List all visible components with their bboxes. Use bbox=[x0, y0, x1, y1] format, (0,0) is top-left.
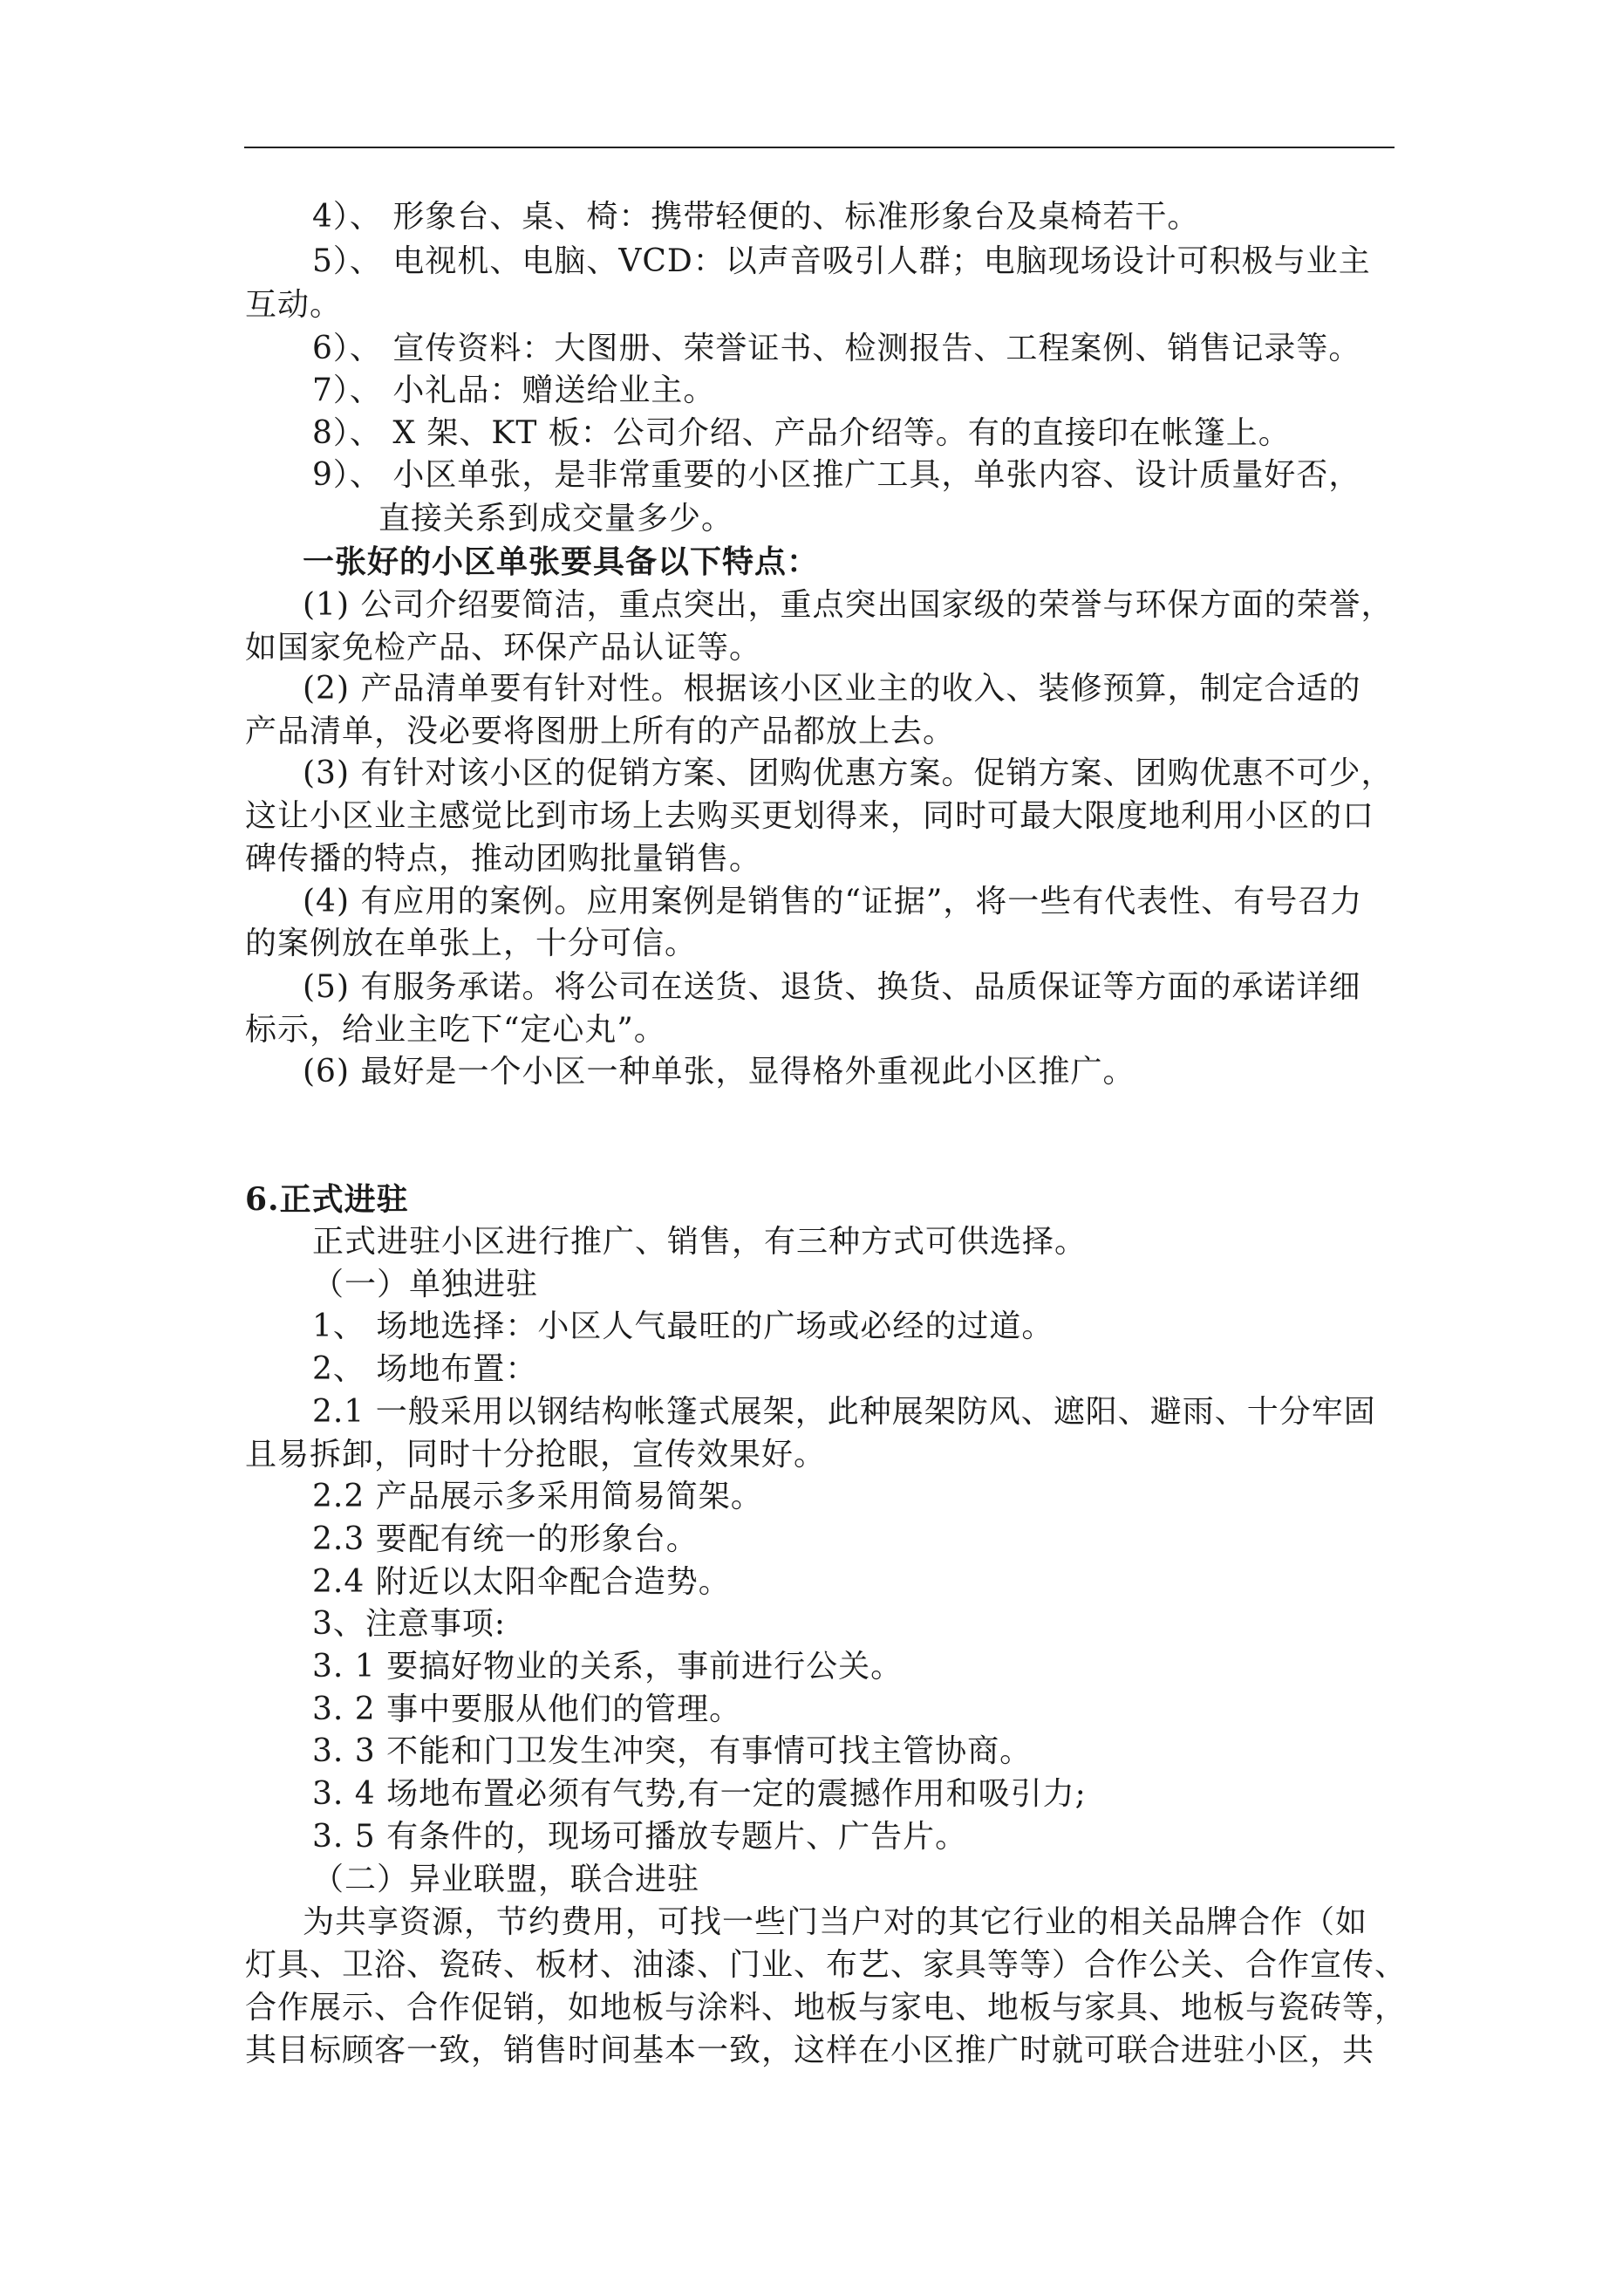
paragraph: 这让小区业主感觉比到市场上去购买更划得来，同时可最大限度地利用小区的口 bbox=[245, 798, 1375, 834]
paragraph: (4) 有应用的案例。应用案例是销售的“证据”，将一些有代表性、有号召力 bbox=[303, 884, 1363, 919]
list-item-5-continued: 互动。 bbox=[245, 287, 343, 323]
paragraph: 灯具、卫浴、瓷砖、板材、油漆、门业、布艺、家具等等）合作公关、合作宣传、 bbox=[245, 1947, 1408, 1983]
list-item-4: 4）、 形象台、桌、椅：携带轻便的、标准形象台及桌椅若干。 bbox=[312, 199, 1200, 235]
list-item: 3. 5 有条件的，现场可播放专题片、广告片。 bbox=[312, 1819, 968, 1855]
list-item-5: 5）、 电视机、电脑、VCD：以声音吸引人群；电脑现场设计可积极与业主 bbox=[312, 243, 1371, 279]
paragraph: 碑传播的特点，推动团购批量销售。 bbox=[245, 841, 762, 877]
list-item-6: 6）、 宣传资料：大图册、荣誉证书、检测报告、工程案例、销售记录等。 bbox=[312, 331, 1361, 366]
paragraph: 其目标顾客一致，销售时间基本一致，这样在小区推广时就可联合进驻小区，共 bbox=[245, 2033, 1375, 2068]
list-item: 3. 1 要搞好物业的关系，事前进行公关。 bbox=[312, 1649, 904, 1684]
subheading-leaflet-features: 一张好的小区单张要具备以下特点： bbox=[303, 543, 820, 580]
list-item-9-continued: 直接关系到成交量多少。 bbox=[378, 501, 734, 536]
list-item: 3. 3 不能和门卫发生冲突，有事情可找主管协商。 bbox=[312, 1733, 1033, 1769]
list-item-7: 7）、 小礼品：赠送给业主。 bbox=[312, 372, 716, 408]
header-rule bbox=[244, 147, 1395, 148]
paragraph: (1) 公司介绍要简洁，重点突出，重点突出国家级的荣誉与环保方面的荣誉， bbox=[303, 587, 1394, 623]
list-item: 1、 场地选择：小区人气最旺的广场或必经的过道。 bbox=[312, 1309, 1054, 1344]
paragraph: 产品清单，没必要将图册上所有的产品都放上去。 bbox=[245, 714, 956, 749]
paragraph: (5) 有服务承诺。将公司在送货、退货、换货、品质保证等方面的承诺详细 bbox=[303, 969, 1361, 1005]
list-item-8: 8）、 X 架、KT 板：公司介绍、产品介绍等。有的直接印在帐篷上。 bbox=[312, 415, 1291, 451]
paragraph: (6) 最好是一个小区一种单张，显得格外重视此小区推广。 bbox=[303, 1054, 1135, 1090]
paragraph: 为共享资源，节约费用，可找一些门当户对的其它行业的相关品牌合作（如 bbox=[303, 1904, 1368, 1940]
paragraph: 正式进驻小区进行推广、销售，有三种方式可供选择。 bbox=[312, 1224, 1088, 1260]
list-item: 2.3 要配有统一的形象台。 bbox=[312, 1521, 699, 1557]
paragraph: 的案例放在单张上，十分可信。 bbox=[245, 926, 698, 961]
list-item-9: 9）、 小区单张，是非常重要的小区推广工具，单张内容、设计质量好否， bbox=[312, 457, 1361, 493]
paragraph: (2) 产品清单要有针对性。根据该小区业主的收入、装修预算，制定合适的 bbox=[303, 671, 1361, 707]
paragraph: 标示，给业主吃下“定心丸”。 bbox=[245, 1012, 666, 1048]
paragraph: 且易拆卸，同时十分抢眼，宣传效果好。 bbox=[245, 1437, 827, 1473]
paragraph: 合作展示、合作促销，如地板与涂料、地板与家电、地板与家具、地板与瓷砖等， bbox=[245, 1990, 1408, 2026]
list-item: 2.2 产品展示多采用简易简架。 bbox=[312, 1479, 763, 1514]
paragraph: (3) 有针对该小区的促销方案、团购优惠方案。促销方案、团购优惠不可少， bbox=[303, 755, 1394, 791]
paragraph: 如国家免检产品、环保产品认证等。 bbox=[245, 630, 762, 666]
paragraph: 2.1 一般采用以钢结构帐篷式展架，此种展架防风、遮阳、避雨、十分牢固 bbox=[312, 1394, 1376, 1430]
subsection-heading: （二）异业联盟，联合进驻 bbox=[312, 1862, 700, 1897]
list-item: 3. 2 事中要服从他们的管理。 bbox=[312, 1691, 742, 1727]
list-item: 3、注意事项: bbox=[312, 1606, 507, 1642]
list-item: 2.4 附近以太阳伞配合造势。 bbox=[312, 1564, 731, 1600]
subsection-heading: （一）单独进驻 bbox=[312, 1267, 539, 1302]
list-item: 3. 4 场地布置必须有气势,有一定的震撼作用和吸引力; bbox=[312, 1776, 1087, 1812]
section-heading: 6.正式进驻 bbox=[245, 1181, 409, 1218]
list-item: 2、 场地布置： bbox=[312, 1351, 538, 1387]
